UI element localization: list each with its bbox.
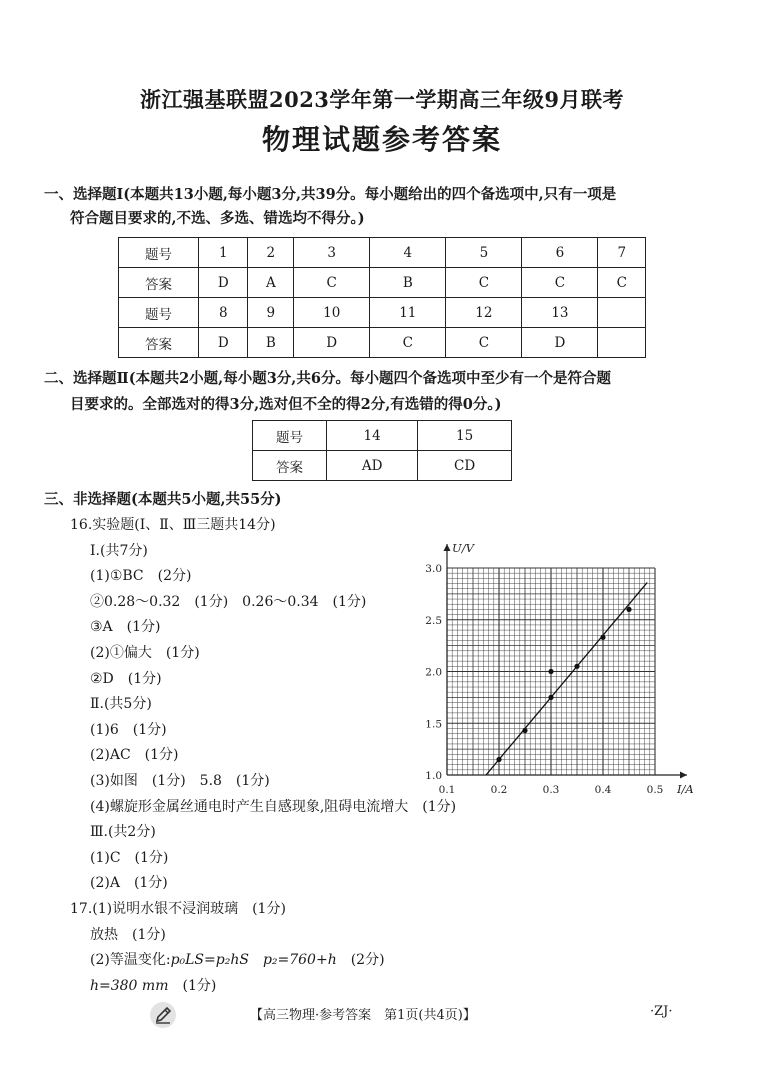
q16-answer-line: (2)①偏大 (1分)	[90, 645, 200, 661]
x-tick-label: 0.2	[490, 784, 508, 796]
q17-prefix: (2)等温变化:	[90, 952, 171, 969]
section1-table-row	[119, 298, 646, 328]
section1-table-cell: 12	[446, 298, 522, 328]
section1-table-cell: 3	[294, 238, 370, 268]
section2-table-row	[253, 451, 512, 481]
pencil-logo-icon	[148, 1000, 178, 1030]
data-point	[626, 607, 631, 612]
q16-part2-heading: Ⅱ.(共5分)	[90, 696, 152, 713]
section2-table-cell: 15	[418, 421, 512, 451]
q16-heading: 16.实验题(Ⅰ、Ⅱ、Ⅲ三题共14分)	[70, 517, 276, 533]
section1-table-row-label: 题号	[119, 298, 199, 328]
section1-table-cell: C	[598, 268, 646, 298]
q16-answer-line: (2)AC (1分)	[90, 747, 179, 764]
section1-table-cell: 5	[446, 238, 522, 268]
q16-answer-line: ③A (1分)	[90, 619, 161, 636]
q16-answer-line: (1)C (1分)	[90, 849, 169, 866]
section2-table-cell: CD	[418, 451, 512, 481]
section3-heading: 三、非选择题(本题共5小题,共55分)	[44, 491, 282, 508]
data-point	[574, 664, 579, 669]
section1-table-cell: 6	[522, 238, 598, 268]
section2-heading-line1: 二、选择题Ⅱ(本题共2小题,每小题3分,共6分。每小题四个备选项中至少有一个是符合题	[44, 370, 611, 387]
q16-answer-line: ②D (1分)	[90, 670, 162, 687]
footer-code: ·ZJ·	[650, 1004, 673, 1019]
q17-result-line	[90, 974, 216, 1000]
section1-answer-table	[118, 237, 646, 358]
section1-table-cell: D	[199, 268, 248, 298]
answer-title: 物理试题参考答案	[261, 123, 502, 156]
section1-table-cell: C	[370, 328, 446, 358]
q16-answer-line: (2)A (1分)	[90, 875, 168, 892]
data-point	[496, 757, 501, 762]
data-point	[600, 635, 605, 640]
section1-table-row-label: 题号	[119, 238, 199, 268]
section1-table-cell: 11	[370, 298, 446, 328]
data-point	[548, 669, 553, 674]
section1-table-cell: 9	[248, 298, 294, 328]
section1-table-cell	[598, 328, 646, 358]
section1-table-cell: 1	[199, 238, 248, 268]
q16-part3-heading: Ⅲ.(共2分)	[90, 824, 156, 841]
q16-part1-heading: Ⅰ.(共7分)	[90, 542, 148, 559]
x-tick-label: 0.4	[594, 784, 612, 796]
data-point	[548, 695, 553, 700]
q17-answer-line: 17.(1)说明水银不浸润玻璃 (1分)	[70, 901, 286, 917]
q17-equation-line	[90, 948, 385, 974]
section2-table-row-label: 答案	[253, 451, 327, 481]
u-i-graph	[415, 535, 705, 805]
section2-heading-line2: 目要求的。全部选对的得3分,选对但不全的得2分,有选错的得0分。)	[70, 396, 502, 413]
x-tick-label: 0.3	[542, 784, 560, 796]
q16-answer-line: (3)如图 (1分) 5.8 (1分)	[90, 773, 270, 789]
section2-table-cell: 14	[327, 421, 418, 451]
section1-table-cell: 13	[522, 298, 598, 328]
section1-table-cell: C	[522, 268, 598, 298]
x-tick-label: 0.1	[438, 784, 456, 796]
section1-table-cell: B	[370, 268, 446, 298]
q16-answer-line: (1)6 (1分)	[90, 721, 167, 738]
q16-answer-line: (1)①BC (2分)	[90, 568, 192, 585]
section1-table-row-label: 答案	[119, 268, 199, 298]
section1-table-cell: C	[446, 268, 522, 298]
section1-table-cell: C	[446, 328, 522, 358]
section1-table-row	[119, 238, 646, 268]
section1-table-row	[119, 328, 646, 358]
section1-table-cell: 4	[370, 238, 446, 268]
section1-table-cell: A	[248, 268, 294, 298]
data-point	[522, 728, 527, 733]
y-tick-label: 3.0	[425, 563, 442, 575]
section1-table-row	[119, 268, 646, 298]
section1-table-cell: 8	[199, 298, 248, 328]
section1-table-cell: 2	[248, 238, 294, 268]
y-tick-label: 1.0	[425, 770, 442, 782]
section2-table-row-label: 题号	[253, 421, 327, 451]
exam-title: 浙江强基联盟2023学年第一学期高三年级9月联考	[139, 87, 625, 112]
x-axis-label: I/A	[677, 782, 694, 796]
y-tick-label: 2.0	[425, 666, 442, 679]
y-axis-label: U/V	[452, 541, 474, 555]
section1-table-row-label: 答案	[119, 328, 199, 358]
y-tick-label: 2.5	[425, 614, 442, 627]
section1-table-cell: D	[294, 328, 370, 358]
q16-answer-line: (4)螺旋形金属丝通电时产生自感现象,阻碍电流增大 (1分)	[90, 798, 457, 815]
section1-heading-line2: 符合题目要求的,不选、多选、错选均不得分。)	[70, 210, 365, 227]
q17-eq1: p₀LS=p₂hS	[170, 952, 249, 969]
section2-table-row	[253, 421, 512, 451]
section1-table-cell: B	[248, 328, 294, 358]
q17-result-score: (1分)	[182, 977, 217, 994]
footer-page-info: 【高三物理·参考答案 第1页(共4页)】	[250, 1008, 476, 1023]
q17-eq2: p₂=760+h	[262, 952, 337, 969]
section1-table-cell: 10	[294, 298, 370, 328]
section1-table-cell: 7	[598, 238, 646, 268]
q17-result: h=380 mm	[90, 977, 169, 994]
section1-table-cell: D	[199, 328, 248, 358]
section1-table-cell: D	[522, 328, 598, 358]
section1-table-cell: C	[294, 268, 370, 298]
section1-table-cell	[598, 298, 646, 328]
section2-answer-table	[252, 420, 512, 481]
x-tick-label: 0.5	[646, 784, 664, 796]
q17-eq-score: (2分)	[350, 952, 385, 969]
section1-heading-line1: 一、选择题Ⅰ(本题共13小题,每小题3分,共39分。每小题给出的四个备选项中,只有一项是	[44, 186, 617, 203]
section2-table-cell: AD	[327, 451, 418, 481]
q16-answer-line: ②0.28～0.32 (1分) 0.26～0.34 (1分)	[90, 593, 367, 610]
q17-answer-line: 放热 (1分)	[90, 926, 166, 943]
y-tick-label: 1.5	[425, 718, 442, 731]
